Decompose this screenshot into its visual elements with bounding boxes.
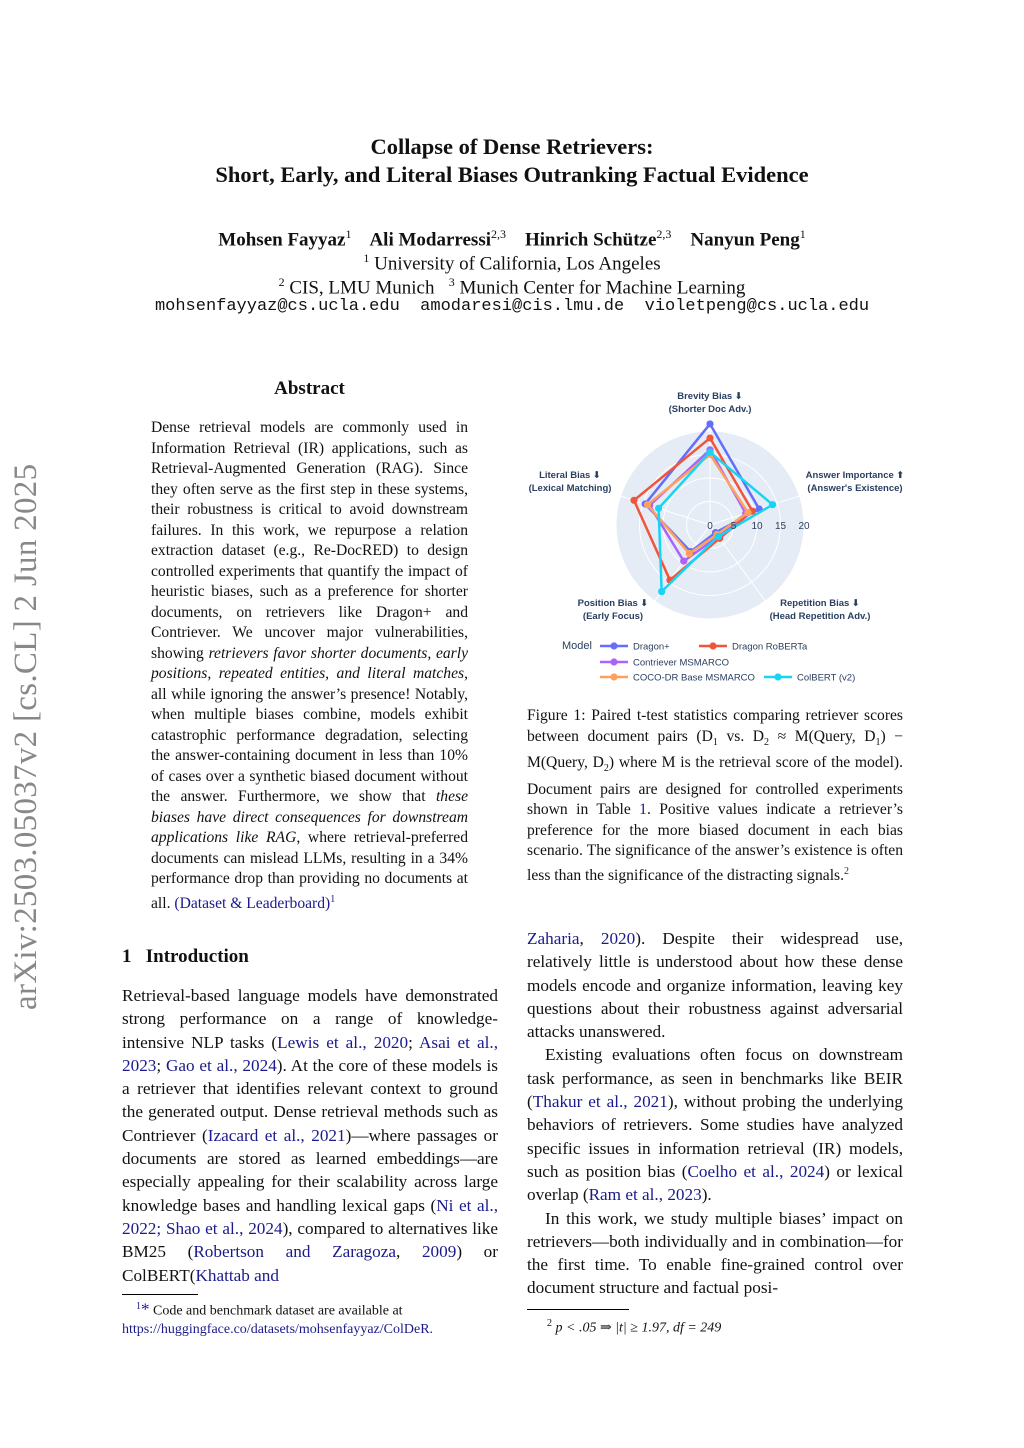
- axis-label: Brevity Bias ⬇: [677, 391, 743, 402]
- legend-marker: [709, 642, 716, 649]
- author-name: Ali Modarressi: [369, 229, 491, 251]
- author-name: Nanyun Peng: [690, 229, 800, 251]
- citation-link[interactable]: Zaharia: [527, 929, 580, 948]
- legend-title: Model: [562, 640, 592, 652]
- data-point: [658, 588, 665, 595]
- axis-label: Literal Bias ⬇: [539, 470, 601, 481]
- citation-link[interactable]: Lewis et al., 2020: [277, 1032, 409, 1052]
- author-emails: mohsenfayyaz@cs.ucla.edu amodaresi@cis.lmu.de violetpeng@cs.ucla.edu: [154, 297, 870, 316]
- figure-caption: Figure 1: Paired t-test statistics comparing retriever scores between document pairs ($D_1$ vs. $D_2$ ≈ M(Query, $D_1$) − M(Query, $D_2$) where M is the retrieval score of the model). Document pairs are designed for controlled experiments shown in Table 1. Positive values indicate a retriever’s preference for the more biased document in each bias scenario. The significance of the answer’s existence is often less than the significance of the distracting signals.$^2$: [527, 707, 904, 884]
- footnote-ref-link[interactable]: 2: [844, 865, 849, 877]
- affiliation-2-3: $^2$ CIS, LMU Munich $^3$ Munich Center for Machine Learning: [278, 275, 746, 299]
- footnote-2: $^2$ p < .05 ⇒ |t| ≥ 1.97, df = 249: [547, 1318, 722, 1336]
- legend-marker: [610, 642, 617, 649]
- citation-link[interactable]: 2009: [421, 1242, 457, 1262]
- citation-link[interactable]: 2020: [600, 929, 636, 948]
- data-point: [655, 505, 662, 512]
- affiliation-1: $^1$ University of California, Los Angeles: [363, 251, 661, 275]
- data-point: [769, 501, 776, 508]
- citation-link[interactable]: Izacard et al., 2021: [207, 1125, 346, 1145]
- footnote-rule: [527, 1309, 629, 1310]
- legend-marker: [774, 673, 781, 680]
- data-point: [644, 501, 651, 508]
- legend-label: COCO-DR Base MSMARCO: [633, 672, 755, 684]
- author-list: Mohsen Fayyaz$^1$ Ali Modarressi$^{2,3}$ Hinrich Schütze$^{2,3}$ Nanyun Peng$^1$: [218, 227, 806, 251]
- footnote-1: $^1$* Code and benchmark dataset are available at https://huggingface.co/datasets/mohsenfayyaz/ColDeR.: [122, 1299, 434, 1337]
- huggingface-dataset-link[interactable]: https://huggingface.co/datasets/mohsenfayyaz/ColDeR.: [122, 1321, 434, 1337]
- citation-link[interactable]: Gao et al., 2024: [165, 1055, 277, 1075]
- citation-link[interactable]: Coelho et al., 2024: [687, 1161, 825, 1181]
- data-point: [630, 497, 637, 504]
- data-point: [744, 509, 751, 516]
- citation-link[interactable]: Khattab and: [195, 1265, 279, 1285]
- data-point: [686, 550, 693, 557]
- axis-label: Answer Importance ⬆: [805, 470, 905, 481]
- citation-link[interactable]: Ram et al., 2023: [588, 1185, 702, 1205]
- axis-label: (Answer's Existence): [807, 483, 903, 494]
- legend-label: Dragon RoBERTa: [732, 641, 808, 653]
- data-point: [715, 533, 722, 540]
- paper-title-line2: Short, Early, and Literal Biases Outranking Factual Evidence: [215, 162, 809, 187]
- data-point: [706, 449, 713, 456]
- radial-tick-label: 5: [730, 521, 737, 532]
- paragraph: Existing evaluations often focus on downstream task performance, as seen in benchmarks like BEIR (Thakur et al., 2021), without probing the underlying behaviors of retrievers. Some studies have analyzed specific issues in information retrieval (IR) models, such as position bias (Coelho et al., 2024) or lexical overlap (Ram et al., 2023).: [527, 1045, 903, 1205]
- citation-link[interactable]: Ni et al., 2022; Shao et al., 2024: [122, 1195, 498, 1238]
- table-ref-link[interactable]: 1: [639, 801, 647, 819]
- citation-link[interactable]: Thakur et al., 2021: [532, 1092, 668, 1112]
- paragraph: Zaharia, 2020). Despite their widespread use, relatively little is understood about how these dense models encode and organize information, leaving key questions about their robustness against adversarial attacks unanswered.: [527, 929, 904, 1042]
- intro-paragraph: Retrieval-based language models have demonstrated strong performance on a range of knowledge-intensive NLP tasks (Lewis et al., 2020; Asai et al., 2023; Gao et al., 2024). At the core of these models is a retriever that identifies relevant context to ground the generated output. Dense retrieval methods such as Contriever (Izacard et al., 2021)—where passages or documents are stored as learned embeddings—are especially appealing for their scalability across large knowledge bases and handling lexical gaps (Ni et al., 2022; Shao et al., 2024), compared to alternatives like BM25 (Robertson and Zaragoza, 2009) or ColBERT(Khattab and: [122, 986, 499, 1285]
- abstract-heading: Abstract: [274, 378, 345, 399]
- axis-label: (Early Focus): [582, 611, 644, 622]
- data-point: [706, 434, 713, 441]
- footnote-rule: [122, 1294, 198, 1295]
- radar-chart: [520, 385, 920, 685]
- author-name: Hinrich Schütze: [525, 229, 657, 251]
- author-name: Mohsen Fayyaz: [218, 229, 346, 251]
- abstract-body: Dense retrieval models are commonly used in Information Retrieval (IR) applications, such as Retrieval-Augmented Generation (RAG). Since they often serve as the first step in these systems, their robustness is critical to avoid downstream failures. In this work, we repurpose a relation extraction dataset (e.g., Re-DocRED) to design controlled experiments that quantify the impact of heuristic biases, such as a preference for shorter documents, on retrievers like Dragon+ and Contriever. We uncover major vulnerabilities, showing retrievers favor shorter documents, early positions, repeated entities, and literal matches, all while ignoring the answer’s presence! Notably, when multiple biases combine, models exhibit catastrophic performance degradation, selecting the answer-containing document in less than 10% of cases over a synthetic biased document without the answer. Furthermore, we show that these biases have direct consequences for downstream applications like RAG, where retrieval-preferred documents can mislead LLMs, resulting in a 34% performance drop than providing no documents at all. (Dataset & Leaderboard)$^1$: [151, 419, 469, 912]
- data-point: [680, 558, 687, 565]
- section-heading-introduction: 1 Introduction: [122, 946, 249, 967]
- data-point: [706, 420, 713, 427]
- axis-label: Repetition Bias ⬇: [780, 598, 860, 609]
- radial-tick-label: 10: [751, 521, 763, 532]
- legend-marker: [610, 658, 617, 665]
- citation-link[interactable]: Robertson and Zaragoza: [193, 1242, 396, 1262]
- axis-label: (Shorter Doc Adv.): [668, 404, 752, 415]
- right-column-body: [527, 927, 903, 1300]
- paragraph: In this work, we study multiple biases’ impact on retrievers—both individually and in combination—for the first time. To enable fine-grained control over document structure and factual posi-: [527, 1208, 903, 1298]
- axis-label: (Head Repetition Adv.): [769, 611, 871, 622]
- radial-tick-label: 20: [798, 521, 810, 532]
- paper-title-line1: Collapse of Dense Retrievers:: [370, 134, 654, 159]
- arxiv-identifier: arXiv:2503.05037v2 [cs.CL] 2 Jun 2025: [8, 463, 44, 1010]
- legend-marker: [610, 673, 617, 680]
- axis-label: (Lexical Matching): [528, 483, 612, 494]
- axis-label: Position Bias ⬇: [577, 598, 649, 609]
- radial-tick-label: 0: [707, 521, 713, 532]
- radar-legend: [562, 640, 855, 684]
- legend-label: Dragon+: [633, 641, 670, 653]
- dataset-leaderboard-link[interactable]: (Dataset & Leaderboard): [174, 894, 331, 912]
- legend-label: Contriever MSMARCO: [633, 657, 730, 669]
- citation-link[interactable]: Asai et al., 2023: [122, 1032, 499, 1075]
- radial-tick-label: 15: [774, 521, 787, 532]
- legend-label: ColBERT (v2): [797, 672, 856, 684]
- asterisk-icon: *: [141, 1299, 150, 1319]
